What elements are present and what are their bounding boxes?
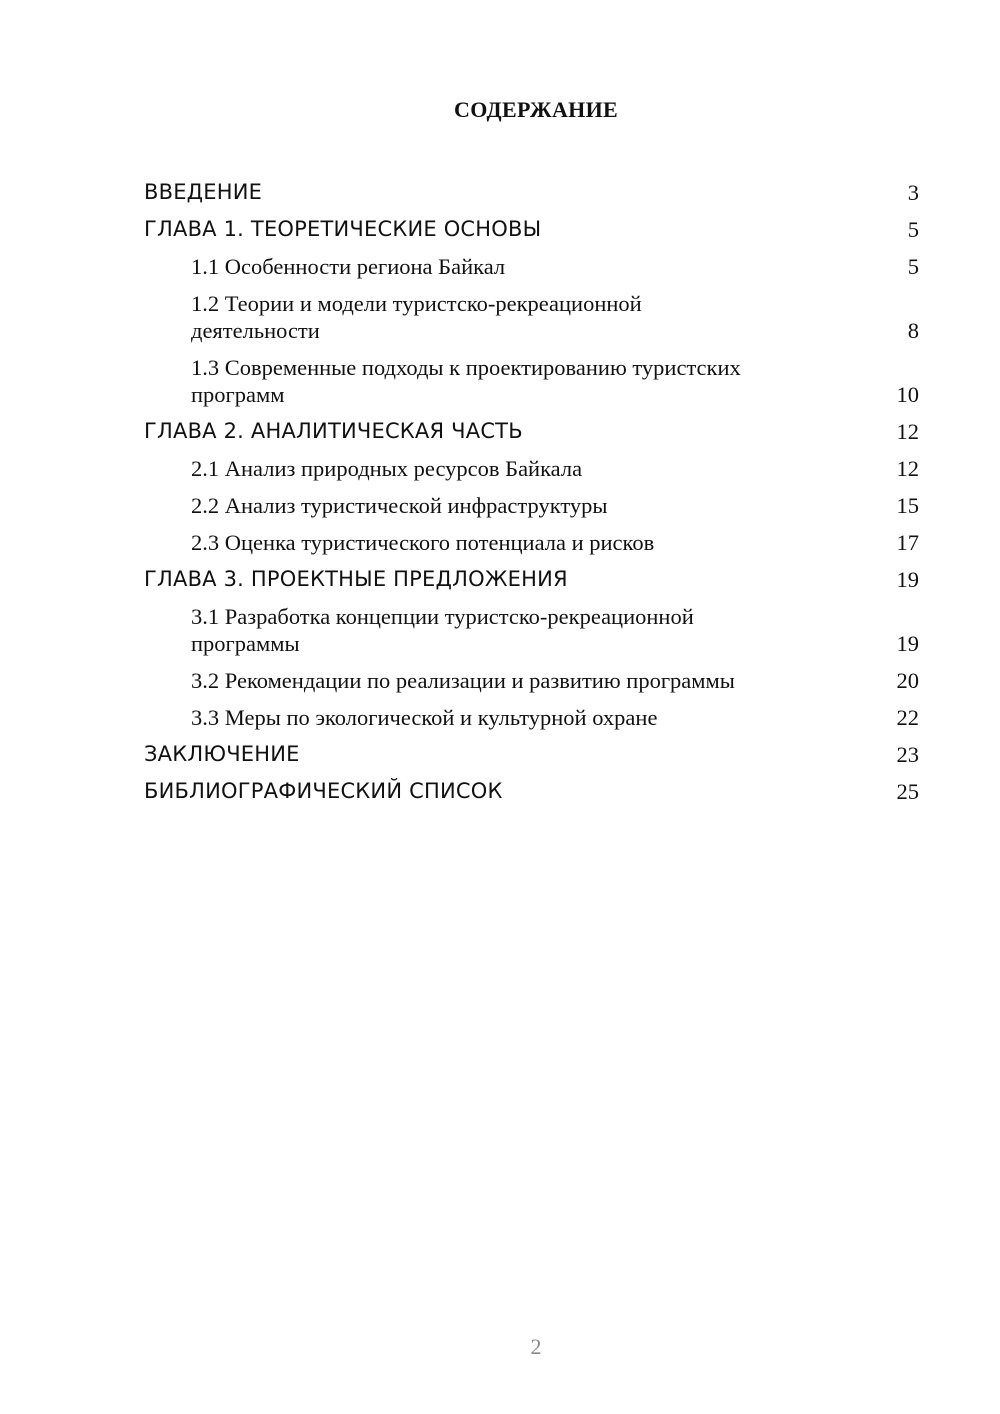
toc-entry-label: 1.2 Теории и модели туристско-рекреационной деятельности bbox=[191, 291, 642, 343]
toc-entry-page: 5 bbox=[907, 217, 919, 242]
toc-entry-label: 2.3 Оценка туристического потенциала и рисков bbox=[191, 530, 655, 555]
toc-entry-label: ВВЕДЕНИЕ bbox=[144, 180, 263, 204]
toc-entry-page: 23 bbox=[896, 742, 919, 767]
toc-entry-page: 19 bbox=[896, 631, 919, 656]
toc-entry-page: 19 bbox=[896, 567, 919, 592]
toc-entry-introduction[interactable] bbox=[144, 169, 919, 206]
toc-entry-1-2[interactable] bbox=[144, 280, 919, 344]
toc-entry-bibliography[interactable] bbox=[144, 768, 919, 805]
toc-entry-conclusion[interactable] bbox=[144, 731, 919, 768]
toc-entry-label: БИБЛИОГРАФИЧЕСКИЙ СПИСОК bbox=[144, 779, 503, 803]
toc-entry-page: 22 bbox=[896, 705, 919, 730]
toc-entry-label: ГЛАВА 2. АНАЛИТИЧЕСКАЯ ЧАСТЬ bbox=[144, 419, 523, 443]
toc-entry-page: 25 bbox=[896, 779, 919, 804]
toc-entry-page: 5 bbox=[907, 254, 919, 279]
table-of-contents bbox=[144, 169, 919, 805]
toc-entry-label: ГЛАВА 1. ТЕОРЕТИЧЕСКИЕ ОСНОВЫ bbox=[144, 217, 542, 241]
toc-entry-label: ЗАКЛЮЧЕНИЕ bbox=[144, 742, 300, 766]
page-title: СОДЕРЖАНИЕ bbox=[454, 97, 618, 122]
toc-entry-label: ГЛАВА 3. ПРОЕКТНЫЕ ПРЕДЛОЖЕНИЯ bbox=[144, 567, 568, 591]
toc-entry-label: 3.2 Рекомендации по реализации и развитию программы bbox=[191, 668, 735, 693]
toc-entry-page: 20 bbox=[896, 668, 919, 693]
toc-entry-page: 17 bbox=[896, 530, 919, 555]
toc-entry-label: 3.1 Разработка концепции туристско-рекреационной программы bbox=[191, 604, 694, 656]
page-number: 2 bbox=[530, 1334, 542, 1359]
toc-entry-2-3[interactable] bbox=[144, 519, 919, 556]
toc-entry-3-1[interactable] bbox=[144, 593, 919, 657]
toc-entry-label: 1.3 Современные подходы к проектированию туристских программ bbox=[191, 355, 741, 407]
toc-entry-3-2[interactable] bbox=[144, 657, 919, 694]
toc-entry-page: 15 bbox=[896, 493, 919, 518]
toc-entry-label: 2.2 Анализ туристической инфраструктуры bbox=[191, 493, 608, 518]
toc-entry-chapter-3[interactable] bbox=[144, 556, 919, 593]
toc-entry-2-1[interactable] bbox=[144, 445, 919, 482]
toc-entry-label: 3.3 Меры по экологической и культурной охране bbox=[191, 705, 658, 730]
toc-entry-label: 2.1 Анализ природных ресурсов Байкала bbox=[191, 456, 583, 481]
toc-entry-3-3[interactable] bbox=[144, 694, 919, 731]
toc-entry-chapter-1[interactable] bbox=[144, 206, 919, 243]
toc-entry-page: 3 bbox=[907, 180, 919, 205]
toc-entry-1-3[interactable] bbox=[144, 344, 919, 408]
toc-entry-page: 12 bbox=[896, 456, 919, 481]
toc-entry-page: 8 bbox=[907, 318, 919, 343]
toc-entry-page: 10 bbox=[896, 382, 919, 407]
toc-entry-2-2[interactable] bbox=[144, 482, 919, 519]
toc-entry-1-1[interactable] bbox=[144, 243, 919, 280]
toc-entry-label: 1.1 Особенности региона Байкал bbox=[191, 254, 506, 279]
toc-entry-page: 12 bbox=[896, 419, 919, 444]
toc-entry-chapter-2[interactable] bbox=[144, 408, 919, 445]
